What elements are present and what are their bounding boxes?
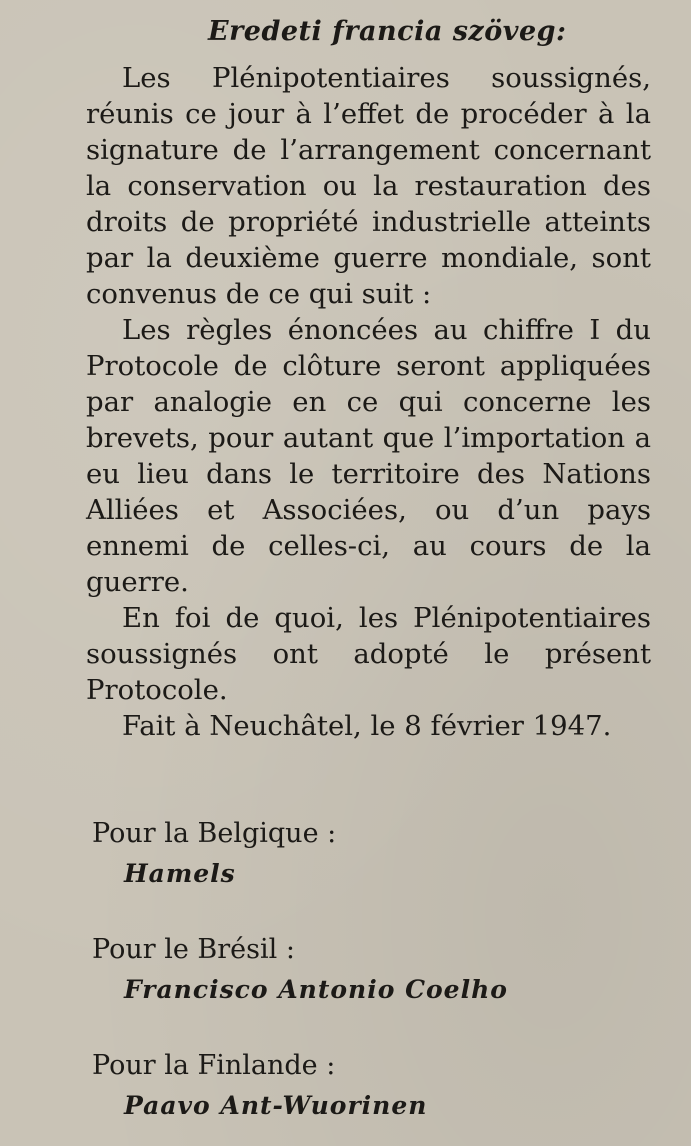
signature-block-belgium xyxy=(92,814,651,894)
signature-country: Pour le Brésil : xyxy=(92,934,295,965)
document-body xyxy=(86,60,651,708)
signature-block-brazil xyxy=(92,930,651,1010)
signatory-name: Francisco Antonio Coelho xyxy=(124,975,508,1004)
paragraph-closing: En foi de quoi, les Plénipotentiaires soussignés ont adopté le présent Protocole. xyxy=(86,602,651,706)
signatory-name: Hamels xyxy=(124,859,236,888)
document-heading: Eredeti francia szöveg: xyxy=(208,16,567,47)
signature-country: Pour la Finlande : xyxy=(92,1050,336,1081)
signature-list xyxy=(86,814,651,1126)
dateline: Fait à Neuchâtel, le 8 février 1947. xyxy=(122,710,612,742)
signatory-name: Paavo Ant-Wuorinen xyxy=(124,1091,428,1120)
paragraph-preamble: Les Plénipotentiaires soussignés, réunis ce jour à l’effet de procéder à la signature de l’arrangement concernant la conservation ou la restauration des droits de propriété industrielle atteints par la deuxième guerre mondiale, sont convenus de ce qui suit : xyxy=(86,62,651,310)
signature-block-finland xyxy=(92,1046,651,1126)
signature-country: Pour la Belgique : xyxy=(92,818,337,849)
paragraph-rules: Les règles énoncées au chiffre I du Protocole de clôture seront appliquées par analogie en ce qui concerne les brevets, pour autant que l’importation a eu lieu dans le territoire des Nations Alliées et Associées, ou d’un pays ennemi de celles-ci, au cours de la guerre. xyxy=(86,314,651,598)
